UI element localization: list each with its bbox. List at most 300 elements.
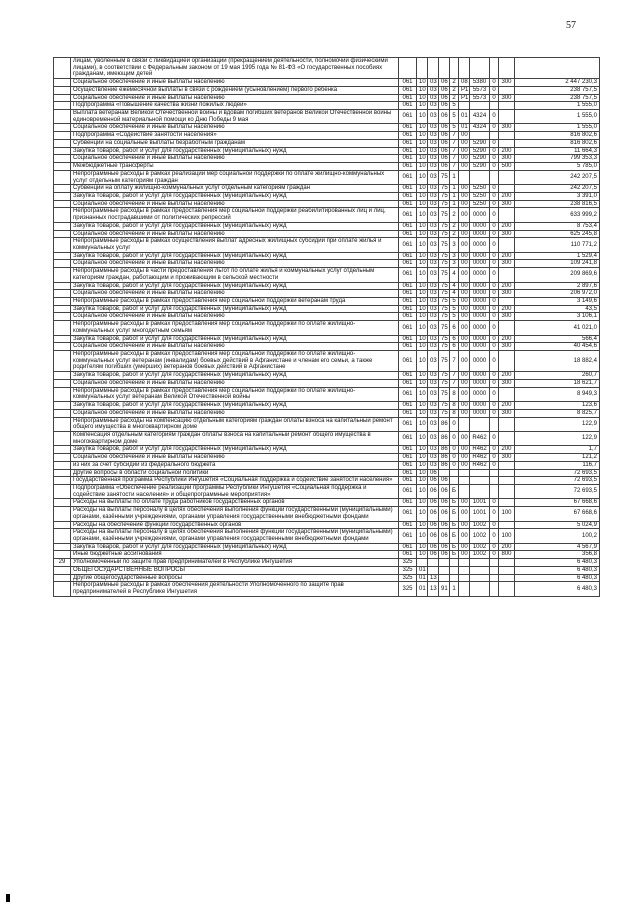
- row-description: Социальное обеспечение и иные выплаты населению: [71, 379, 399, 387]
- row-code-c2: 10: [417, 155, 428, 163]
- row-code-c2: 10: [417, 499, 428, 507]
- row-code-c1: 061: [399, 543, 417, 551]
- row-code-c5: 2: [450, 86, 459, 94]
- row-code-c1: 061: [399, 200, 417, 208]
- row-code-c5: [450, 574, 459, 582]
- row-number: [54, 461, 71, 469]
- row-code-c1: 061: [399, 321, 417, 335]
- row-code-c7: 5290: [470, 147, 490, 155]
- row-code-c7: 5250: [470, 192, 490, 200]
- row-code-c5: 0: [450, 431, 459, 445]
- row-code-c2: 10: [417, 124, 428, 132]
- row-amount: 1,7: [515, 446, 600, 454]
- row-code-c7: [470, 170, 490, 184]
- row-description: Непрограммные расходы в рамках предоставления мер социальной поддержки ветеранам труда: [71, 298, 399, 306]
- table-row: [54, 222, 600, 230]
- row-code-c9: 300: [499, 290, 515, 298]
- row-code-c5: 0: [450, 417, 459, 431]
- row-code-c8: 0: [490, 454, 499, 462]
- row-code-c3: 06: [428, 484, 439, 498]
- row-number: [54, 139, 71, 147]
- row-code-c9: 200: [499, 335, 515, 343]
- row-description: Расходы на обеспечение функций государственных органов: [71, 521, 399, 529]
- row-code-c8: 0: [490, 124, 499, 132]
- row-amount: 110 771,2: [515, 238, 600, 252]
- row-description: Другие вопросы в области социальной политики: [71, 469, 399, 477]
- row-code-c3: 03: [428, 379, 439, 387]
- row-code-c1: 061: [399, 110, 417, 124]
- row-code-c3: 03: [428, 147, 439, 155]
- row-code-c8: 0: [490, 163, 499, 171]
- row-amount: 2 897,6: [515, 282, 600, 290]
- row-amount: 8 753,4: [515, 222, 600, 230]
- row-code-c1: 061: [399, 313, 417, 321]
- row-code-c7: R462: [470, 446, 490, 454]
- row-description: Социальное обеспечение и иные выплаты населению: [71, 343, 399, 351]
- row-code-c4: 06: [439, 110, 450, 124]
- row-code-c6: [459, 566, 470, 574]
- row-code-c8: 0: [490, 230, 499, 238]
- row-description: Компенсация отдельным категориям граждан оплаты взноса на капитальный ремонт общего имущества в многоквартирном доме: [71, 431, 399, 445]
- row-code-c5: 4: [450, 282, 459, 290]
- row-amount: 2 447 230,3: [515, 79, 600, 87]
- row-description: Закупка товаров, работ и услуг для государственных (муниципальных) нужд: [71, 147, 399, 155]
- row-amount: 6 480,3: [515, 559, 600, 567]
- row-description: Расходы на выплаты персоналу в целях обеспечения выполнения функций государственными (муниципальными) органами, казёнными учреждениями, органами управления государственными внебюджетными фондами: [71, 529, 399, 543]
- row-code-c4: 75: [439, 343, 450, 351]
- row-amount: 121,2: [515, 454, 600, 462]
- row-code-c8: 0: [490, 543, 499, 551]
- row-code-c1: 061: [399, 155, 417, 163]
- row-amount: 799 353,3: [515, 155, 600, 163]
- row-description: Непрограммные расходы в рамках предоставления мер социальной поддержки по оплате жилищно-коммунальных услуг многодетным семьям: [71, 321, 399, 335]
- row-code-c8: 0: [490, 461, 499, 469]
- row-amount: [515, 58, 600, 79]
- row-code-c7: 4324: [470, 124, 490, 132]
- row-code-c2: 10: [417, 446, 428, 454]
- row-amount: 6 480,3: [515, 574, 600, 582]
- row-code-c5: Б: [450, 551, 459, 559]
- row-description: Социальное обеспечение и иные выплаты населению: [71, 79, 399, 87]
- row-code-c7: 0000: [470, 335, 490, 343]
- row-description: Расходы на выплаты по оплате труда работников государственных органов: [71, 499, 399, 507]
- row-number: [54, 147, 71, 155]
- row-code-c3: 03: [428, 305, 439, 313]
- row-code-c4: 06: [439, 529, 450, 543]
- row-number: [54, 335, 71, 343]
- row-code-c7: 0000: [470, 290, 490, 298]
- row-code-c7: 5290: [470, 163, 490, 171]
- row-code-c3: 06: [428, 529, 439, 543]
- row-code-c3: 06: [428, 499, 439, 507]
- row-code-c5: 4: [450, 268, 459, 282]
- row-code-c4: 06: [439, 124, 450, 132]
- row-code-c9: 200: [499, 147, 515, 155]
- row-code-c4: 06: [439, 102, 450, 110]
- row-code-c3: 03: [428, 298, 439, 306]
- row-code-c9: [499, 185, 515, 193]
- row-code-c9: [499, 582, 515, 596]
- row-code-c4: 75: [439, 313, 450, 321]
- table-row: [54, 282, 600, 290]
- row-code-c2: 10: [417, 110, 428, 124]
- row-code-c5: [450, 477, 459, 485]
- row-code-c6: 00: [459, 298, 470, 306]
- row-code-c8: 0: [490, 79, 499, 87]
- row-number: [54, 86, 71, 94]
- row-amount: 18 882,4: [515, 351, 600, 372]
- table-row: [54, 252, 600, 260]
- row-code-c5: Б: [450, 484, 459, 498]
- row-description: Осуществление ежемесячной выплаты в связи с рождением (усыновлением) первого ребенка: [71, 86, 399, 94]
- table-row: [54, 200, 600, 208]
- row-code-c1: 061: [399, 431, 417, 445]
- row-description: Иные бюджетные ассигнования: [71, 551, 399, 559]
- row-description: Закупка товаров, работ и услуг для государственных (муниципальных) нужд: [71, 192, 399, 200]
- row-amount: 1 555,0: [515, 102, 600, 110]
- row-amount: 625 245,8: [515, 230, 600, 238]
- row-code-c3: 03: [428, 132, 439, 140]
- row-code-c3: 03: [428, 163, 439, 171]
- row-code-c9: [499, 559, 515, 567]
- row-code-c4: 06: [439, 86, 450, 94]
- row-amount: 6 480,3: [515, 566, 600, 574]
- row-code-c6: [459, 559, 470, 567]
- row-code-c5: 5: [450, 313, 459, 321]
- row-code-c3: 03: [428, 290, 439, 298]
- row-code-c2: 10: [417, 192, 428, 200]
- row-code-c3: [428, 566, 439, 574]
- row-code-c7: R462: [470, 431, 490, 445]
- row-description: Непрограммные расходы в рамках реализации мер социальной поддержки по оплате жилищно-коммунальных услуг отдельным категориям граждан: [71, 170, 399, 184]
- row-code-c9: 200: [499, 372, 515, 380]
- row-code-c7: [470, 477, 490, 485]
- table-row: [54, 469, 600, 477]
- row-amount: 3 106,1: [515, 313, 600, 321]
- row-code-c5: 5: [450, 102, 459, 110]
- row-code-c4: 06: [439, 94, 450, 102]
- row-code-c7: R462: [470, 461, 490, 469]
- row-code-c1: 061: [399, 208, 417, 222]
- row-code-c6: 00: [459, 461, 470, 469]
- row-code-c4: 75: [439, 305, 450, 313]
- row-code-c7: 0000: [470, 343, 490, 351]
- row-code-c1: 061: [399, 252, 417, 260]
- row-code-c3: 03: [428, 417, 439, 431]
- row-number: [54, 192, 71, 200]
- row-description: Социальное обеспечение и иные выплаты населению: [71, 409, 399, 417]
- row-code-c3: 03: [428, 86, 439, 94]
- row-code-c5: 7: [450, 372, 459, 380]
- row-description: Субвенции на оплату жилищно-коммунальных услуг отдельным категориям граждан: [71, 185, 399, 193]
- row-code-c1: 325: [399, 566, 417, 574]
- row-code-c6: 00: [459, 409, 470, 417]
- row-code-c5: 0: [450, 446, 459, 454]
- row-code-c5: [450, 566, 459, 574]
- row-code-c5: 2: [450, 208, 459, 222]
- row-amount: 8 949,3: [515, 387, 600, 401]
- row-amount: 67 668,6: [515, 507, 600, 521]
- row-description: Уполномоченный по защите прав предпринимателей в Республике Ингушетия: [71, 559, 399, 567]
- row-code-c5: 1: [450, 200, 459, 208]
- row-code-c4: 06: [439, 499, 450, 507]
- row-code-c3: 03: [428, 222, 439, 230]
- row-number: [54, 507, 71, 521]
- row-code-c4: 75: [439, 192, 450, 200]
- row-code-c8: 0: [490, 238, 499, 252]
- row-code-c5: 7: [450, 155, 459, 163]
- row-code-c7: 5380: [470, 79, 490, 87]
- row-code-c6: 00: [459, 155, 470, 163]
- row-description: Социальное обеспечение и иные выплаты населению: [71, 124, 399, 132]
- row-description: Закупка товаров, работ и услуг для государственных (муниципальных) нужд: [71, 305, 399, 313]
- row-code-c8: 0: [490, 529, 499, 543]
- row-code-c9: 300: [499, 79, 515, 87]
- row-code-c6: 00: [459, 290, 470, 298]
- table-row: [54, 409, 600, 417]
- row-code-c9: [499, 102, 515, 110]
- row-code-c9: 100: [499, 507, 515, 521]
- row-code-c5: Б: [450, 529, 459, 543]
- row-code-c5: 0: [450, 454, 459, 462]
- row-description: Закупка товаров, работ и услуг для государственных (муниципальных) нужд: [71, 335, 399, 343]
- row-code-c8: 0: [490, 313, 499, 321]
- row-code-c6: 00: [459, 507, 470, 521]
- row-code-c7: 1002: [470, 551, 490, 559]
- row-code-c6: P1: [459, 86, 470, 94]
- row-code-c4: 06: [439, 477, 450, 485]
- table-row: [54, 343, 600, 351]
- row-code-c1: 061: [399, 192, 417, 200]
- row-code-c9: 300: [499, 379, 515, 387]
- row-code-c8: 0: [490, 185, 499, 193]
- table-row: [54, 431, 600, 445]
- row-number: [54, 260, 71, 268]
- row-code-c3: 03: [428, 192, 439, 200]
- row-code-c8: 0: [490, 282, 499, 290]
- row-number: [54, 290, 71, 298]
- row-code-c8: 0: [490, 260, 499, 268]
- row-code-c7: 5573: [470, 94, 490, 102]
- row-code-c4: 75: [439, 409, 450, 417]
- row-code-c5: 3: [450, 252, 459, 260]
- row-code-c7: 0000: [470, 252, 490, 260]
- row-code-c1: 061: [399, 185, 417, 193]
- row-code-c9: [499, 431, 515, 445]
- row-code-c7: 0000: [470, 282, 490, 290]
- row-code-c3: 03: [428, 170, 439, 184]
- row-code-c8: [490, 417, 499, 431]
- row-code-c5: 5: [450, 124, 459, 132]
- row-code-c7: 0000: [470, 402, 490, 410]
- row-code-c4: 06: [439, 163, 450, 171]
- row-code-c2: 10: [417, 139, 428, 147]
- row-description: Выплата ветеранам Великой Отечественной войны и вдовам погибших ветеранов Великой Отечественной войны единовременной материальной помощи ко Дню Победы 9 мая: [71, 110, 399, 124]
- row-description: Социальное обеспечение и иные выплаты населению: [71, 94, 399, 102]
- row-code-c3: 03: [428, 282, 439, 290]
- row-code-c8: 0: [490, 208, 499, 222]
- row-code-c3: 03: [428, 387, 439, 401]
- row-code-c3: 03: [428, 461, 439, 469]
- row-code-c1: 061: [399, 305, 417, 313]
- table-row: [54, 102, 600, 110]
- row-code-c7: 0000: [470, 208, 490, 222]
- row-code-c2: 10: [417, 543, 428, 551]
- table-row: [54, 268, 600, 282]
- row-code-c4: 75: [439, 252, 450, 260]
- row-code-c2: 10: [417, 343, 428, 351]
- row-number: [54, 163, 71, 171]
- row-amount: 260,7: [515, 372, 600, 380]
- table-row: [54, 379, 600, 387]
- row-code-c7: [470, 582, 490, 596]
- row-code-c1: 325: [399, 559, 417, 567]
- row-code-c3: 03: [428, 155, 439, 163]
- row-amount: 40 454,6: [515, 343, 600, 351]
- row-code-c7: 0000: [470, 238, 490, 252]
- row-code-c6: 01: [459, 110, 470, 124]
- row-code-c3: 03: [428, 431, 439, 445]
- table-row: [54, 230, 600, 238]
- row-code-c6: 00: [459, 543, 470, 551]
- scan-mark: [6, 894, 10, 902]
- row-code-c2: 01: [417, 582, 428, 596]
- row-code-c2: 10: [417, 477, 428, 485]
- row-code-c6: 00: [459, 499, 470, 507]
- row-code-c6: 00: [459, 343, 470, 351]
- row-code-c3: 03: [428, 343, 439, 351]
- row-code-c8: [490, 477, 499, 485]
- row-code-c1: 061: [399, 268, 417, 282]
- row-code-c2: 10: [417, 484, 428, 498]
- row-code-c9: 300: [499, 230, 515, 238]
- row-number: [54, 417, 71, 431]
- row-code-c4: 75: [439, 268, 450, 282]
- row-amount: 238 757,5: [515, 86, 600, 94]
- row-code-c2: 10: [417, 252, 428, 260]
- row-code-c7: 0000: [470, 268, 490, 282]
- table-row: [54, 155, 600, 163]
- row-number: [54, 543, 71, 551]
- row-code-c3: 06: [428, 477, 439, 485]
- row-code-c3: 03: [428, 139, 439, 147]
- row-code-c4: 75: [439, 372, 450, 380]
- row-code-c9: [499, 469, 515, 477]
- row-code-c6: 00: [459, 260, 470, 268]
- table-row: [54, 461, 600, 469]
- row-code-c5: Б: [450, 521, 459, 529]
- row-code-c2: 10: [417, 238, 428, 252]
- row-code-c2: [417, 58, 428, 79]
- row-code-c1: 061: [399, 402, 417, 410]
- row-code-c1: 061: [399, 351, 417, 372]
- row-code-c6: 00: [459, 313, 470, 321]
- row-code-c6: 00: [459, 521, 470, 529]
- row-code-c6: 00: [459, 372, 470, 380]
- table-row: [54, 484, 600, 498]
- row-code-c5: Б: [450, 507, 459, 521]
- row-code-c8: 0: [490, 290, 499, 298]
- row-amount: 1 555,0: [515, 124, 600, 132]
- row-code-c7: [470, 566, 490, 574]
- row-amount: 18 621,7: [515, 379, 600, 387]
- row-code-c6: 00: [459, 238, 470, 252]
- row-code-c4: 06: [439, 132, 450, 140]
- table-row: [54, 477, 600, 485]
- row-description: Государственная программа Республики Ингушетия «Социальная поддержка и содействие занятости населения»: [71, 477, 399, 485]
- row-code-c1: 061: [399, 379, 417, 387]
- row-code-c5: 1: [450, 582, 459, 596]
- row-amount: 238 757,5: [515, 94, 600, 102]
- row-code-c3: 03: [428, 185, 439, 193]
- row-code-c8: 0: [490, 521, 499, 529]
- row-code-c8: [490, 559, 499, 567]
- row-code-c1: 061: [399, 230, 417, 238]
- table-row: [54, 335, 600, 343]
- table-row: [54, 582, 600, 596]
- row-code-c7: 1002: [470, 521, 490, 529]
- row-code-c8: 0: [490, 147, 499, 155]
- row-code-c4: 06: [439, 79, 450, 87]
- row-amount: 123,6: [515, 402, 600, 410]
- row-code-c1: 061: [399, 290, 417, 298]
- row-code-c9: [499, 574, 515, 582]
- row-code-c4: 75: [439, 230, 450, 238]
- row-code-c1: 061: [399, 124, 417, 132]
- row-description: Непрограммные расходы в части предоставления льгот по оплате жилья и коммунальных услуг отдельным категориям граждан, работающим и проживающим в сельской местности: [71, 268, 399, 282]
- row-code-c6: 00: [459, 282, 470, 290]
- row-number: [54, 372, 71, 380]
- row-number: 29: [54, 559, 71, 567]
- row-code-c9: [499, 110, 515, 124]
- row-code-c3: 06: [428, 551, 439, 559]
- row-description: Социальное обеспечение и иные выплаты населению: [71, 200, 399, 208]
- row-code-c5: 2: [450, 79, 459, 87]
- row-code-c9: [499, 170, 515, 184]
- row-code-c8: 0: [490, 335, 499, 343]
- row-number: [54, 521, 71, 529]
- row-code-c6: 00: [459, 379, 470, 387]
- row-code-c8: 0: [490, 507, 499, 521]
- row-code-c4: 06: [439, 551, 450, 559]
- row-code-c6: P1: [459, 94, 470, 102]
- table-row: [54, 529, 600, 543]
- table-row: [54, 86, 600, 94]
- row-code-c8: 0: [490, 110, 499, 124]
- row-code-c5: 7: [450, 163, 459, 171]
- row-code-c2: 10: [417, 454, 428, 462]
- row-code-c8: 0: [490, 94, 499, 102]
- row-code-c4: 75: [439, 290, 450, 298]
- row-code-c7: 0000: [470, 379, 490, 387]
- row-code-c6: 00: [459, 268, 470, 282]
- row-number: [54, 566, 71, 574]
- table-row: [54, 566, 600, 574]
- row-code-c6: [459, 574, 470, 582]
- row-code-c8: 0: [490, 222, 499, 230]
- row-number: [54, 79, 71, 87]
- row-number: [54, 313, 71, 321]
- row-code-c1: 061: [399, 409, 417, 417]
- row-amount: 209 869,6: [515, 268, 600, 282]
- table-row: [54, 507, 600, 521]
- row-amount: 11 664,3: [515, 147, 600, 155]
- table-row: [54, 387, 600, 401]
- row-code-c1: 061: [399, 454, 417, 462]
- row-amount: 67 668,6: [515, 499, 600, 507]
- row-code-c9: 300: [499, 409, 515, 417]
- row-code-c7: [470, 484, 490, 498]
